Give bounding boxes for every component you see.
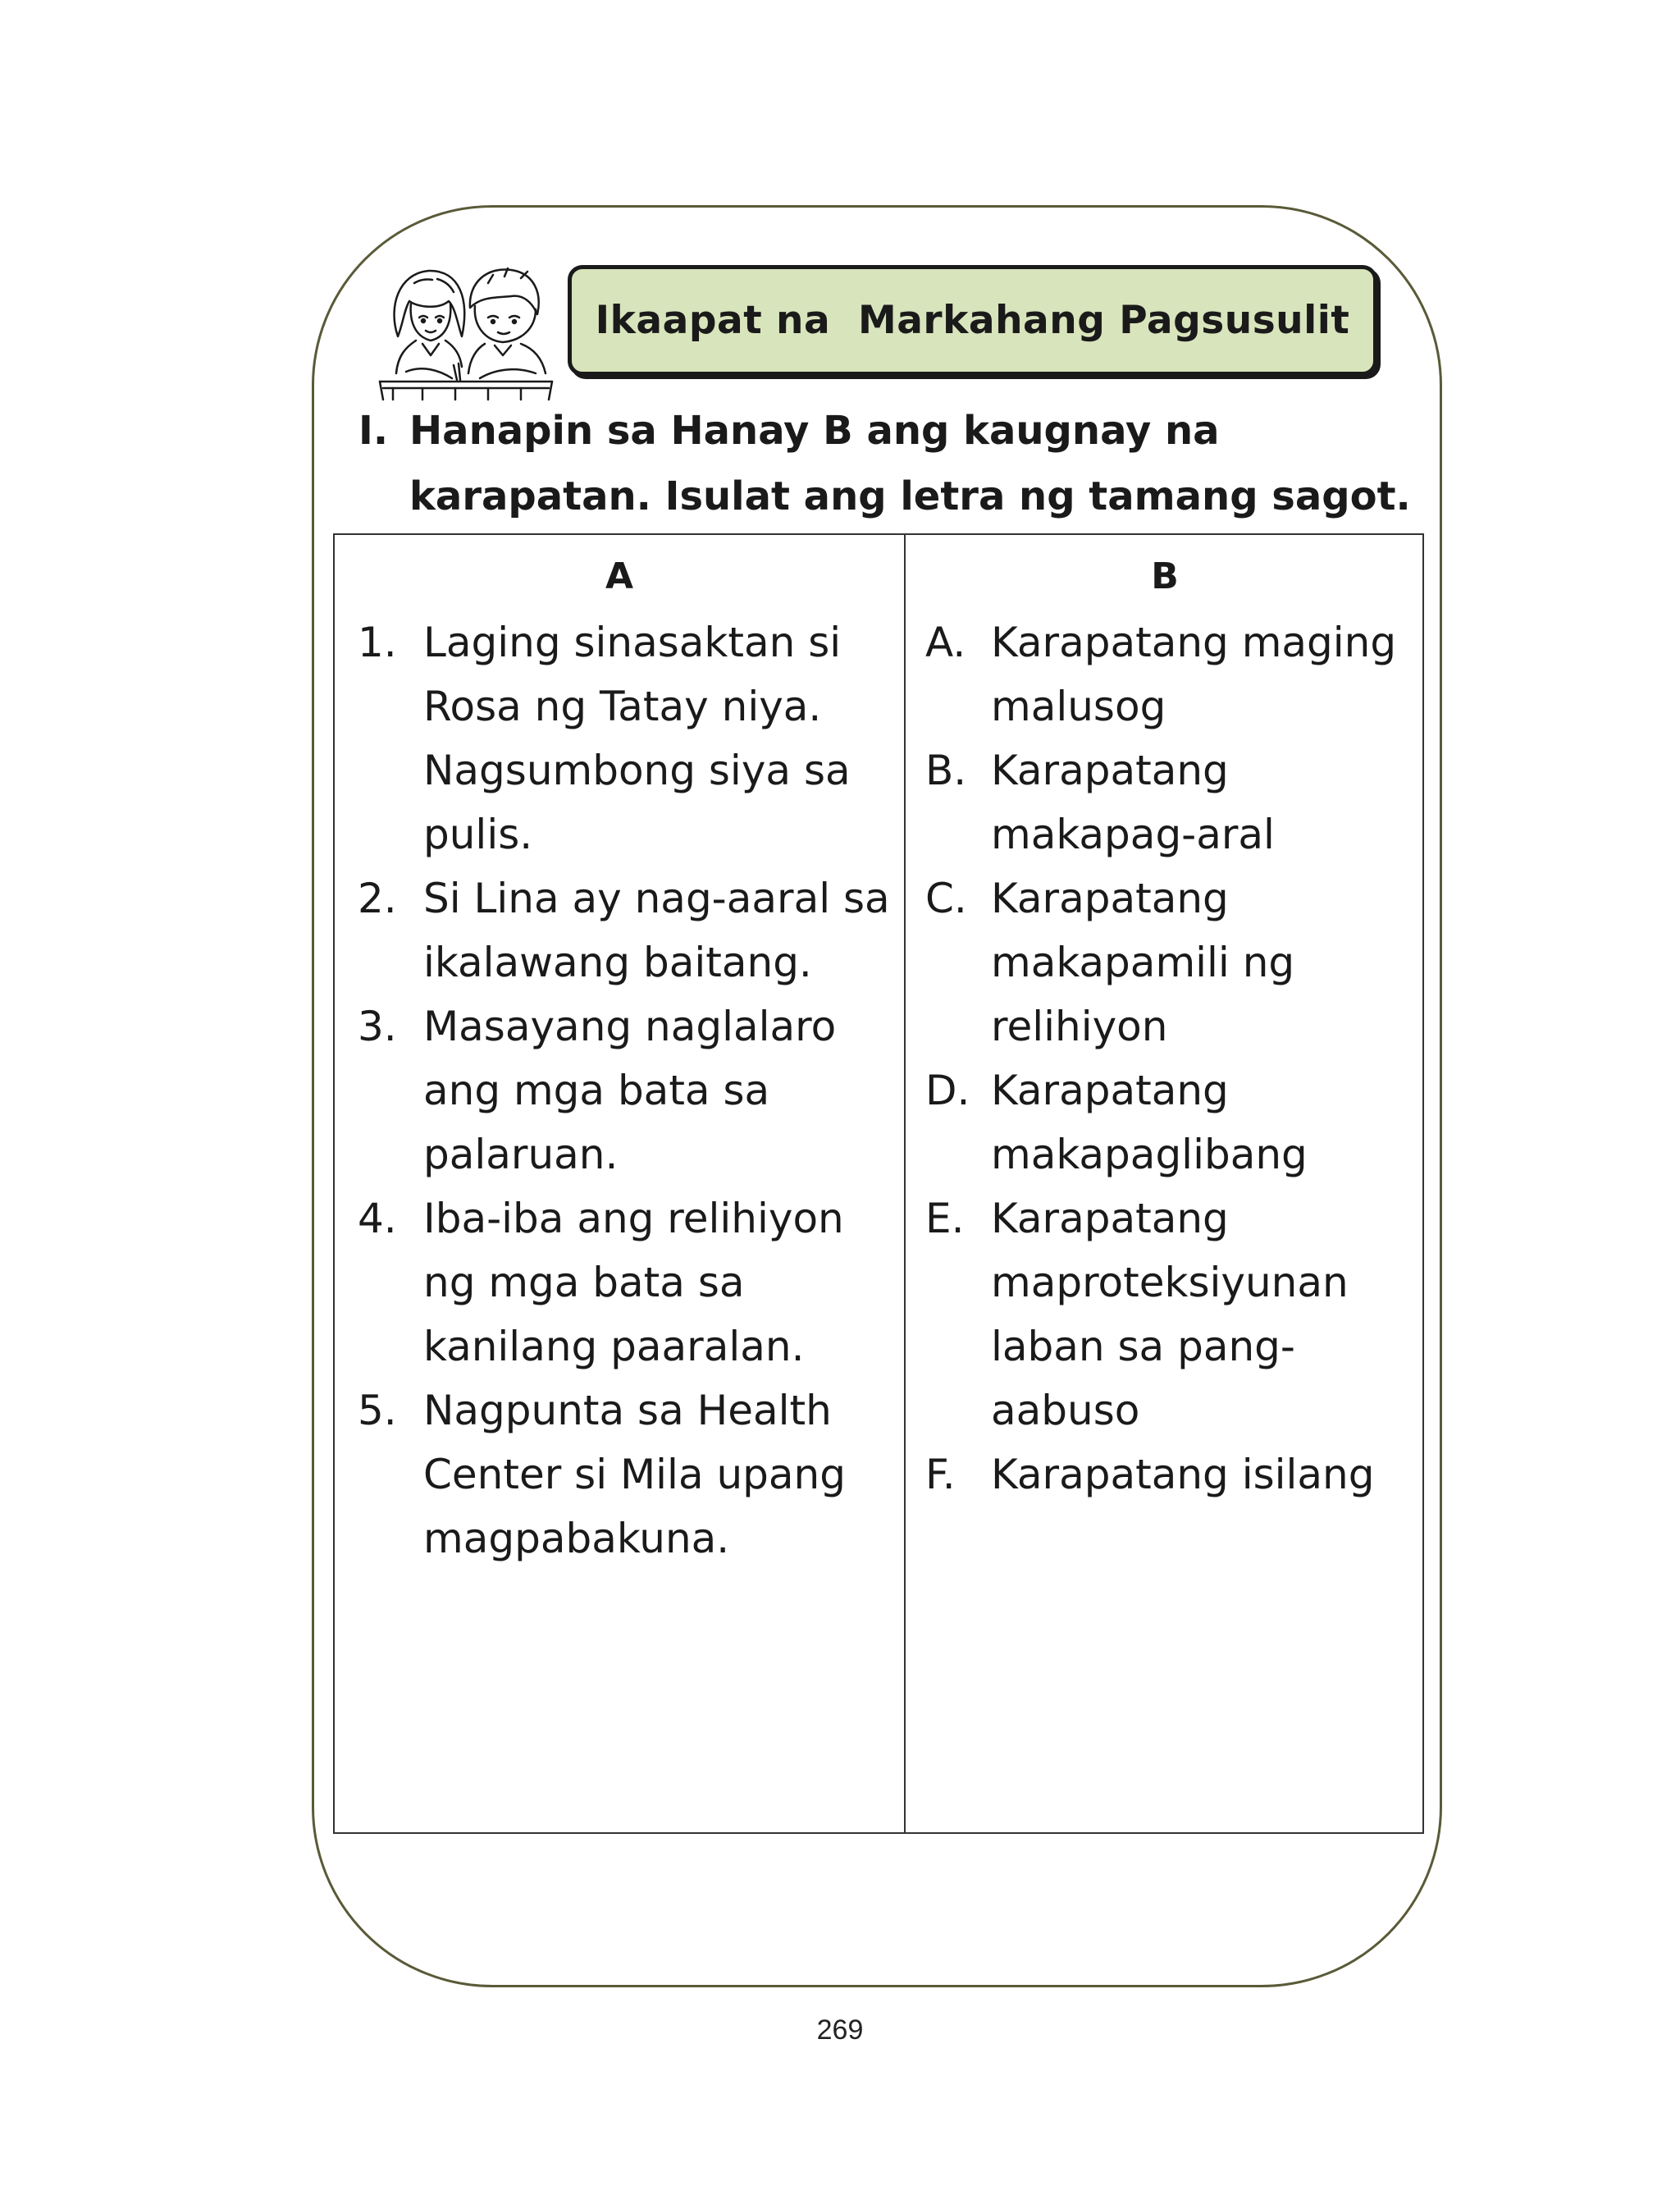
item-number: 3.: [358, 1003, 397, 1050]
column-a-item: [358, 610, 899, 866]
item-letter: E.: [925, 1195, 965, 1242]
item-text: Laging sinasaktan si Rosa ng Tatay niya. Nagsumbong siya sa pulis.: [423, 619, 851, 858]
column-a-item: [358, 866, 899, 994]
item-text: Karapatang makapag-aral: [991, 747, 1275, 858]
item-text: Karapatang maging malusog: [991, 619, 1397, 730]
page-title: Ikaapat na Markahang Pagsusulit: [595, 298, 1350, 343]
column-a-header: A: [605, 556, 634, 597]
instruction-text: Hanapin sa Hanay B ang kaugnay na karapatan. Isulat ang letra ng tamang sagot.: [409, 408, 1411, 519]
column-b-item: [925, 1442, 1422, 1506]
quarter-exam-title-box: [568, 265, 1377, 376]
column-b-header: B: [1151, 556, 1179, 597]
item-text: Karapatang makapamili ng relihiyon: [991, 875, 1295, 1050]
column-a-item: [358, 1186, 899, 1378]
item-letter: A.: [925, 619, 966, 666]
item-text: Si Lina ay nag-aaral sa ikalawang baitang.: [423, 875, 890, 986]
item-number: 4.: [358, 1195, 397, 1242]
column-b-item: [925, 1186, 1422, 1442]
column-b-item: [925, 610, 1422, 738]
item-text: Nagpunta sa Health Center si Mila upang magpabakuna.: [423, 1387, 846, 1562]
column-b-item: [925, 866, 1422, 1058]
item-text: Karapatang isilang: [991, 1451, 1375, 1498]
column-a-list: [358, 610, 899, 1570]
item-text: Karapatang makapaglibang: [991, 1067, 1308, 1178]
instruction-number: I.: [358, 408, 389, 454]
column-a-item: [358, 994, 899, 1186]
item-number: 5.: [358, 1387, 397, 1434]
instruction: [358, 398, 1425, 529]
item-text: Karapatang maproteksiyunan laban sa pang-aabuso: [991, 1195, 1349, 1434]
item-text: Masayang naglalaro ang mga bata sa palaruan.: [423, 1003, 837, 1178]
item-letter: F.: [925, 1451, 956, 1498]
column-a-item: [358, 1378, 899, 1570]
matching-table: [333, 533, 1424, 1834]
item-text: Iba-iba ang relihiyon ng mga bata sa kanilang paaralan.: [423, 1195, 844, 1370]
column-b-item: [925, 738, 1422, 866]
page-number: 269: [816, 2014, 864, 2046]
item-number: 2.: [358, 875, 397, 922]
column-b-list: [925, 610, 1422, 1506]
two-children-illustration: [373, 258, 558, 402]
item-letter: C.: [925, 875, 967, 922]
item-number: 1.: [358, 619, 397, 666]
column-divider: [904, 535, 906, 1832]
item-letter: B.: [925, 747, 967, 794]
item-letter: D.: [925, 1067, 970, 1114]
column-b-item: [925, 1058, 1422, 1186]
